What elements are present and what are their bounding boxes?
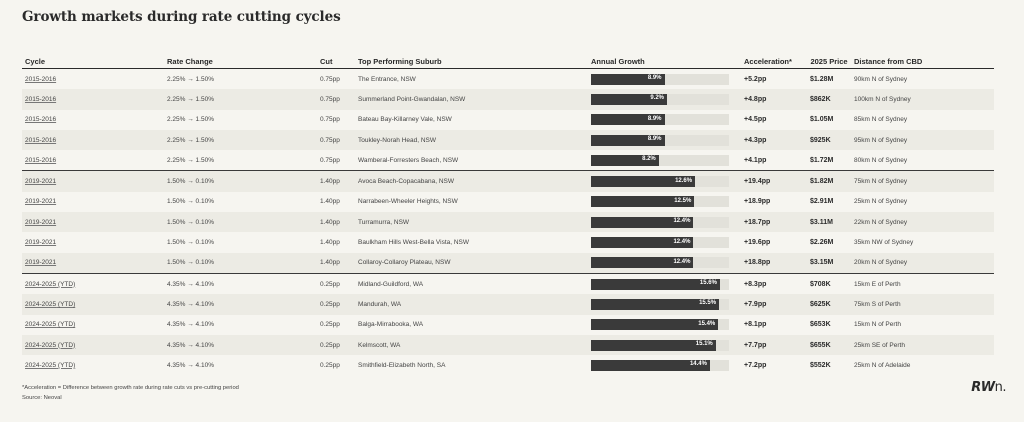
table-row [22,89,994,109]
cell-rate-change: 2.25% → 1.50% [167,156,214,164]
cell-cycle[interactable] [22,315,164,335]
cell-suburb: Smithfield-Elizabeth North, SA [358,361,446,369]
cell-price: $1.72M [810,156,834,164]
cycle-suffix: (YTD) [56,300,76,308]
cell-cycle[interactable] [22,192,164,212]
cell-distance: 100km N of Sydney [851,89,994,109]
cell-cut: 0.25pp [317,294,355,314]
growth-bar [591,319,718,330]
growth-bar-label: 15.6% [699,280,717,287]
growth-table [22,44,994,375]
cell-suburb: Narrabeen-Wheeler Heights, NSW [358,198,458,206]
cell-price: $2.91M [810,198,834,206]
cell-acceleration: +4.8pp [741,89,807,109]
cell-cut: 0.25pp [320,361,340,369]
cell-growth [588,130,741,150]
cell-distance: 75km N of Sydney [851,171,994,192]
table-row [22,130,994,150]
cell-rate-change: 4.35% → 4.10% [164,335,317,355]
cell-cycle[interactable] [22,171,164,192]
growth-bar [591,237,693,248]
cell-cut: 1.40pp [320,239,340,247]
growth-bar [591,74,665,85]
cell-suburb: Balga-Mirrabooka, WA [358,321,424,329]
growth-bar-track [591,196,729,207]
cell-price: $925K [807,130,851,150]
cell-growth [588,212,741,232]
growth-bar [591,196,694,207]
cell-suburb: Mandurah, WA [355,294,588,314]
cell-cut: 0.25pp [320,321,340,329]
table-row [22,110,994,130]
growth-bar-track [591,299,729,310]
table-row [22,315,994,335]
growth-bar-track [591,237,729,248]
table-row [22,150,994,171]
cell-cut: 0.75pp [320,75,340,83]
cell-cycle[interactable] [22,335,164,355]
cell-cut: 0.75pp [317,89,355,109]
brand-logo [971,380,1006,395]
cell-rate-change: 2.25% → 1.50% [167,116,214,124]
cell-price: $1.05M [810,116,834,124]
cell-price: $625K [807,294,851,314]
table-row [22,232,994,252]
table-row [22,355,994,375]
cell-cut: 1.40pp [320,198,340,206]
cycle-link[interactable]: 2019-2021 [25,218,57,226]
cell-price: $1.82M [807,171,851,192]
growth-bar [591,135,665,146]
cell-suburb: Wamberal-Forresters Beach, NSW [358,156,459,164]
growth-bar-track [591,257,729,268]
header-suburb: Top Performing Suburb [355,44,588,69]
cell-acceleration: +8.3pp [741,273,807,294]
growth-bar-label: 15.1% [695,341,713,347]
cell-price: $2.26M [810,239,834,247]
cell-cycle[interactable] [22,253,164,274]
cycle-link[interactable]: 2019-2021 [25,178,57,186]
header-row [22,44,994,69]
header-rate-change: Rate Change [164,44,317,69]
cycle-suffix: (YTD) [56,280,76,288]
cell-acceleration: +19.6pp [744,239,771,247]
source-note: Source: Neoval [22,395,62,401]
cell-cycle[interactable] [22,89,164,109]
cell-cut: 0.75pp [320,156,340,164]
growth-bar-track [591,279,729,290]
growth-bar-track [591,114,729,125]
growth-bar-label: 8.9% [647,136,662,143]
table-row [22,171,994,192]
growth-bar-track [591,94,729,105]
cycle-link[interactable]: 2015-2016 [25,136,57,144]
cell-rate-change: 1.50% → 0.10% [164,212,317,232]
cell-acceleration: +4.5pp [744,116,767,124]
cell-suburb: Avoca Beach-Copacabana, NSW [355,171,588,192]
cell-distance: 15km N of Perth [854,321,901,329]
cell-growth [588,171,741,192]
growth-bar-track [591,319,729,330]
growth-bar [591,94,667,105]
cell-rate-change: 4.35% → 4.10% [164,273,317,294]
footnote: *Acceleration = Difference between growth rate during rate cuts vs pre-cutting period [22,385,239,391]
cell-acceleration: +18.7pp [741,212,807,232]
growth-bar-track [591,176,729,187]
cell-cut: 1.40pp [317,212,355,232]
cell-growth [588,110,741,130]
growth-bar [591,279,720,290]
cycle-link[interactable]: 2015-2016 [25,95,57,103]
cell-rate-change: 2.25% → 1.50% [167,75,214,83]
cell-rate-change: 2.25% → 1.50% [164,130,317,150]
cell-distance: 80km N of Sydney [854,156,908,164]
cell-price: $3.15M [807,253,851,274]
growth-bar [591,299,719,310]
cell-price: $1.28M [810,75,834,83]
cell-rate-change: 1.50% → 0.10% [167,239,214,247]
cell-acceleration: +7.7pp [741,335,807,355]
cell-growth [588,150,741,171]
growth-bar [591,155,659,166]
cycle-suffix: (YTD) [56,341,76,349]
cell-growth [588,294,741,314]
cell-suburb: Kelmscott, WA [355,335,588,355]
cycle-link[interactable]: 2024-2025 [25,300,57,308]
table-row [22,294,994,314]
growth-bar-label: 15.4% [698,320,716,327]
growth-bar-track [591,217,729,228]
header-distance: Distance from CBD [851,44,994,69]
growth-bar-track [591,74,729,85]
cycle-link[interactable]: 2024-2025 [25,321,57,329]
cell-cycle[interactable] [22,130,164,150]
cell-rate-change: 1.50% → 0.10% [164,253,317,274]
cell-cycle[interactable] [22,212,164,232]
growth-bar-label: 9.2% [650,95,665,102]
cell-acceleration: +18.8pp [741,253,807,274]
cell-rate-change: 1.50% → 0.10% [164,171,317,192]
cell-price: $655K [807,335,851,355]
cell-price: $862K [807,89,851,109]
cell-rate-change: 4.35% → 4.10% [167,361,214,369]
cell-acceleration: +4.1pp [744,156,767,164]
growth-bar-label: 12.4% [673,218,691,225]
growth-bar [591,114,665,125]
page-title: Growth markets during rate cutting cycles [22,9,341,25]
cell-suburb: The Entrance, NSW [358,75,416,83]
growth-bar-track [591,135,729,146]
cycle-link[interactable]: 2019-2021 [25,198,57,206]
cell-distance: 22km N of Sydney [851,212,994,232]
cell-distance: 95km N of Sydney [851,130,994,150]
growth-bar-label: 12.5% [674,197,692,204]
growth-bar [591,257,693,268]
cell-acceleration: +8.1pp [744,321,767,329]
cell-cycle[interactable] [22,273,164,294]
cell-rate-change: 4.35% → 4.10% [164,294,317,314]
cell-cut: 0.25pp [317,335,355,355]
cell-price: $653K [810,321,831,329]
cell-cycle[interactable] [22,110,164,130]
table-row [22,212,994,232]
cycle-suffix: (YTD) [56,321,76,329]
cell-cut: 1.40pp [317,171,355,192]
cycle-suffix: (YTD) [56,361,76,369]
table-row [22,335,994,355]
cell-cycle[interactable] [22,69,164,90]
growth-bar-label: 15.5% [699,300,717,307]
table-row [22,253,994,274]
logo-rw: RW [971,380,995,395]
cell-price: $552K [810,361,831,369]
growth-bar [591,340,716,351]
cell-suburb: Baulkham Hills West-Bella Vista, NSW [358,239,470,247]
cycle-link[interactable]: 2015-2016 [25,116,57,124]
growth-bar-label: 8.9% [647,115,662,122]
cycle-link[interactable]: 2019-2021 [25,239,57,247]
cell-suburb: Toukley-Norah Head, NSW [355,130,588,150]
cell-growth [588,253,741,274]
header-cycle: Cycle [22,44,164,69]
cell-distance: 75km S of Perth [851,294,994,314]
growth-bar-label: 14.4% [689,361,707,368]
cell-cut: 0.25pp [317,273,355,294]
logo-n: n. [994,380,1006,395]
cell-acceleration: +19.4pp [741,171,807,192]
growth-bar-label: 12.4% [673,238,691,245]
cell-rate-change: 1.50% → 0.10% [167,198,214,206]
growth-bar [591,176,695,187]
cell-cycle[interactable] [22,150,164,171]
cycle-link[interactable]: 2024-2025 [25,280,57,288]
cell-growth [588,273,741,294]
cell-suburb: Collaroy-Collaroy Plateau, NSW [355,253,588,274]
cell-suburb: Midland-Guildford, WA [355,273,588,294]
cell-growth [588,89,741,109]
growth-bar-label: 12.4% [673,258,691,265]
cell-growth [588,335,741,355]
growth-bar-track [591,155,729,166]
growth-bar-label: 12.6% [675,177,693,184]
growth-bar-track [591,340,729,351]
cycle-link[interactable]: 2019-2021 [25,259,57,267]
growth-bar-track [591,360,729,371]
cell-suburb: Bateau Bay-Killarney Vale, NSW [358,116,452,124]
cell-distance: 85km N of Sydney [854,116,908,124]
cell-distance: 25km SE of Perth [851,335,994,355]
cell-suburb: Summerland Point-Gwandalan, NSW [355,89,588,109]
cell-acceleration: +5.2pp [744,75,767,83]
cycle-link[interactable]: 2024-2025 [25,361,57,369]
cell-growth [588,192,741,212]
cell-rate-change: 4.35% → 4.10% [167,321,214,329]
cycle-link[interactable]: 2024-2025 [25,341,57,349]
cell-price: $708K [807,273,851,294]
growth-bar [591,217,693,228]
growth-bar-label: 8.9% [647,75,662,82]
cell-distance: 20km N of Sydney [851,253,994,274]
table-row [22,273,994,294]
header-price: 2025 Price [807,44,851,69]
table-row [22,192,994,212]
growth-bar [591,360,710,371]
cell-distance: 15km E of Perth [851,273,994,294]
cell-cycle[interactable] [22,294,164,314]
cell-distance: 25km N of Sydney [854,198,908,206]
header-cut: Cut [317,44,355,69]
cell-distance: 90km N of Sydney [854,75,908,83]
header-acceleration: Acceleration* [741,44,807,69]
cell-distance: 25km N of Adelaide [854,361,911,369]
cell-cut: 1.40pp [317,253,355,274]
cell-acceleration: +4.3pp [741,130,807,150]
cell-price: $3.11M [807,212,851,232]
table-row [22,69,994,90]
cell-growth [588,315,741,335]
cell-rate-change: 2.25% → 1.50% [164,89,317,109]
cell-growth [588,232,741,252]
cell-growth [588,355,741,375]
cell-suburb: Turramurra, NSW [355,212,588,232]
cell-cut: 0.75pp [317,130,355,150]
cell-growth [588,69,741,90]
growth-bar-label: 8.2% [642,156,656,163]
cell-cycle[interactable] [22,355,164,375]
cycle-link[interactable]: 2015-2016 [25,75,57,83]
cell-distance: 35km NW of Sydney [854,239,914,247]
cell-acceleration: +7.9pp [741,294,807,314]
header-growth: Annual Growth [588,44,741,69]
cell-cycle[interactable] [22,232,164,252]
cycle-link[interactable]: 2015-2016 [25,156,57,164]
cell-acceleration: +7.2pp [744,361,767,369]
cell-cut: 0.75pp [320,116,340,124]
cell-acceleration: +18.9pp [744,198,771,206]
